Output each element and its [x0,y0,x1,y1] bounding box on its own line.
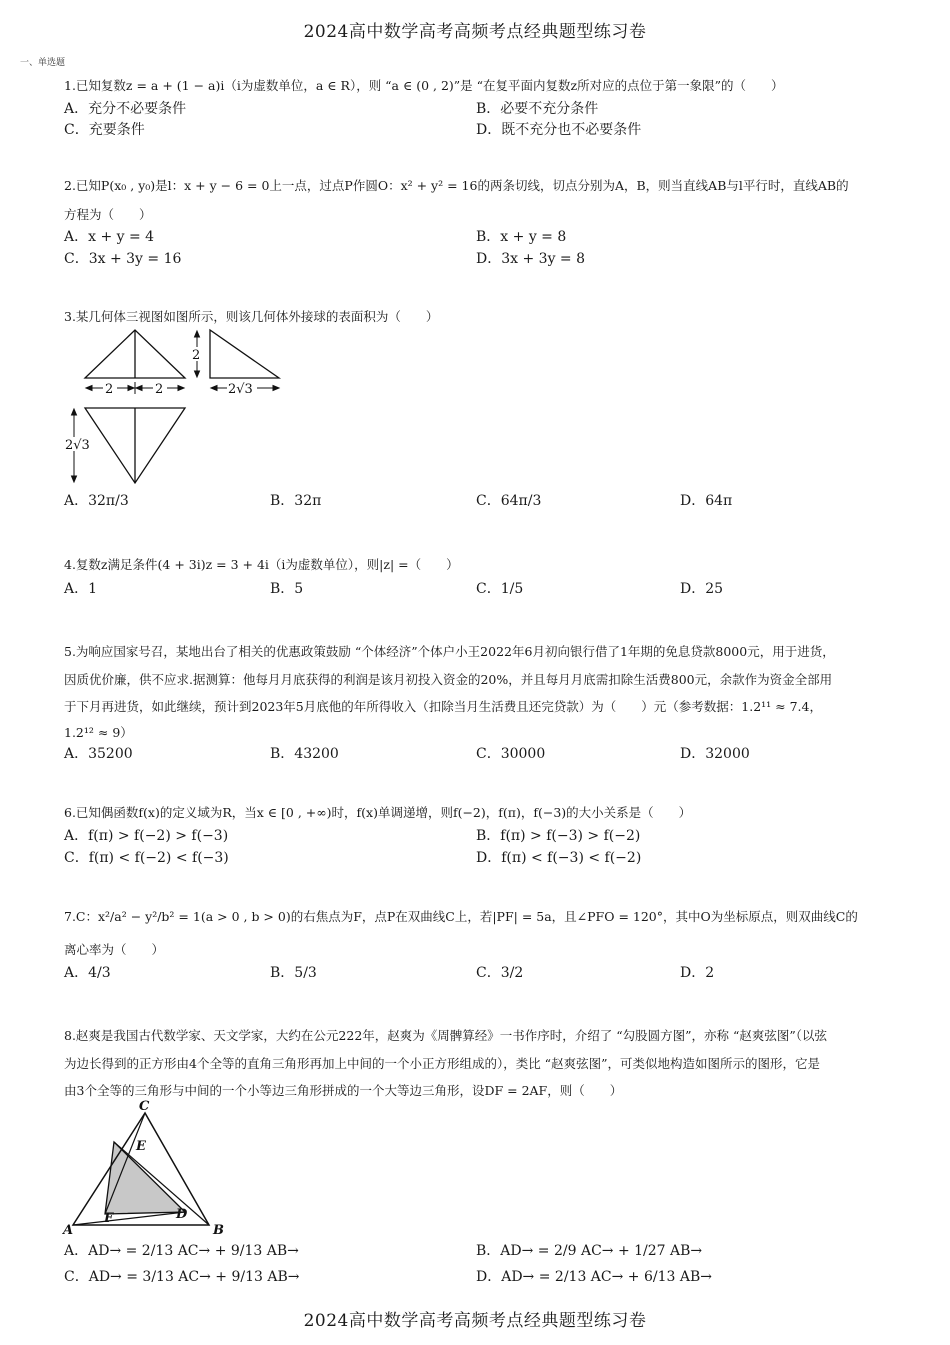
question-6-option-b[interactable]: B．f(π) > f(−3) > f(−2) [476,828,641,844]
question-1-text: 1.已知复数z = a + (1 − a)i（i为虚数单位，a ∈ R），则 “a ∈ (0 , 2)”是 “在复平面内复数z所对应的点位于第一象限”的（ ） [64,78,784,93]
page-title: 2024高中数学高考高频考点经典题型练习卷 [303,22,647,42]
question-6-option-c[interactable]: C．f(π) < f(−2) < f(−3) [64,850,229,866]
question-3-option-b[interactable]: B．32π [270,493,322,509]
dim-top-depth: 2√3 [65,438,90,453]
question-2-text-line2: 方程为（ ） [64,207,152,222]
question-2-option-d[interactable]: D．3x + 3y = 8 [476,251,586,267]
question-1-option-b[interactable]: B．必要不充分条件 [476,101,599,117]
dim-side-width: 2√3 [228,382,253,397]
question-6-text: 6.已知偶函数f(x)的定义域为R，当x ∈ [0 , +∞)时，f(x)单调递增，则f(−2)，f(π)，f(−3)的大小关系是（ ） [64,805,692,820]
vertex-label-f: F [104,1211,114,1226]
question-1-option-d[interactable]: D．既不充分也不必要条件 [476,122,642,138]
question-7-option-a[interactable]: A．4/3 [64,965,111,981]
question-5-option-d[interactable]: D．32000 [680,746,750,762]
vertex-label-c: C [139,1099,150,1114]
question-4-option-b[interactable]: B．5 [270,581,304,597]
dim-front-right: 2 [155,382,164,397]
question-4-option-c[interactable]: C．1/5 [476,581,524,597]
question-2-option-c[interactable]: C．3x + 3y = 16 [64,251,182,267]
question-5-text: 5.为响应国家号召，某地出台了相关的优惠政策鼓励 “个体经济”个体户小王2022年6月初向银行借了1年期的免息贷款8000元，用于进货， [64,644,835,659]
question-3-option-d[interactable]: D．64π [680,493,733,509]
vertex-label-a: A [63,1223,74,1238]
dim-height: 2 [192,348,201,363]
question-8-option-b[interactable]: B．AD→ = 2/9 AC→ + 1/27 AB→ [476,1243,703,1259]
question-6-option-a[interactable]: A．f(π) > f(−2) > f(−3) [64,828,229,844]
vertex-label-b: B [213,1223,224,1238]
question-2-option-a[interactable]: A．x + y = 4 [64,229,155,245]
dim-front-left: 2 [105,382,114,397]
section-heading: 一、单选题 [20,58,66,68]
zhaoshuang-triangle-figure [60,1096,230,1238]
question-7-text-line2: 离心率为（ ） [64,942,165,957]
question-5-text-line3: 于下月再进货，如此继续，预计到2023年5月底他的年所得收入（扣除当月生活费且还完贷款）为（ ）元（参考数据：1.2¹¹ ≈ 7.4， [64,699,822,714]
question-2-option-b[interactable]: B．x + y = 8 [476,229,567,245]
question-1-option-a[interactable]: A．充分不必要条件 [64,101,187,117]
footer-title: 2024高中数学高考高频考点经典题型练习卷 [303,1311,647,1331]
question-3-option-c[interactable]: C．64π/3 [476,493,542,509]
vertex-label-d: D [176,1207,188,1222]
question-3-option-a[interactable]: A．32π/3 [64,493,129,509]
question-8-text-line2: 为边长得到的正方形由4个全等的直角三角形再加上中间的一个小正方形组成的），类比 “赵爽弦图”，可类似地构造如图所示的图形，它是 [64,1056,820,1071]
question-8-text-line3: 由3个全等的三角形与中间的一个小等边三角形拼成的一个大等边三角形，设DF = 2AF，则（ ） [64,1083,623,1098]
question-7-option-d[interactable]: D．2 [680,965,715,981]
question-5-text-line2: 因质优价廉，供不应求.据测算：他每月月底获得的利润是该月初投入资金的20%，并且每月月底需扣除生活费800元，余款作为资金全部用 [64,672,833,687]
question-5-option-c[interactable]: C．30000 [476,746,546,762]
question-8-option-c[interactable]: C．AD→ = 3/13 AC→ + 9/13 AB→ [64,1269,300,1285]
question-6-option-d[interactable]: D．f(π) < f(−3) < f(−2) [476,850,642,866]
question-4-text: 4.复数z满足条件(4 + 3i)z = 3 + 4i（i为虚数单位），则|z| =（ ） [64,557,459,572]
question-5-text-line4: 1.2¹² ≈ 9） [64,725,133,740]
question-2-text: 2.已知P(x₀ , y₀)是l：x + y − 6 = 0上一点，过点P作圆O：x² + y² = 16的两条切线，切点分别为A，B，则当直线AB与l平行时，直线AB的 [64,178,849,193]
question-5-option-b[interactable]: B．43200 [270,746,339,762]
question-7-option-b[interactable]: B．5/3 [270,965,317,981]
question-4-option-a[interactable]: A．1 [64,581,98,597]
side-view-triangle [210,330,279,378]
question-4-option-d[interactable]: D．25 [680,581,724,597]
question-8-option-d[interactable]: D．AD→ = 2/13 AC→ + 6/13 AB→ [476,1269,713,1285]
question-8-text: 8.赵爽是我国古代数学家、天文学家，大约在公元222年，赵爽为《周髀算经》一书作序时，介绍了 “勾股圆方图”，亦称 “赵爽弦图”（以弦 [64,1028,828,1043]
question-7-text: 7.C：x²/a² − y²/b² = 1(a > 0 , b > 0)的右焦点为F，点P在双曲线C上，若|PF| = 5a，且∠PFO = 120°，其中O为坐标原点，则双曲线C的 [64,909,858,924]
vertex-label-e: E [136,1139,146,1154]
question-7-option-c[interactable]: C．3/2 [476,965,524,981]
question-5-option-a[interactable]: A．35200 [64,746,133,762]
question-1-option-c[interactable]: C．充要条件 [64,122,145,138]
question-8-option-a[interactable]: A．AD→ = 2/13 AC→ + 9/13 AB→ [64,1243,299,1259]
three-view-figure [60,325,300,495]
question-3-text: 3.某几何体三视图如图所示，则该几何体外接球的表面积为（ ） [64,309,439,324]
